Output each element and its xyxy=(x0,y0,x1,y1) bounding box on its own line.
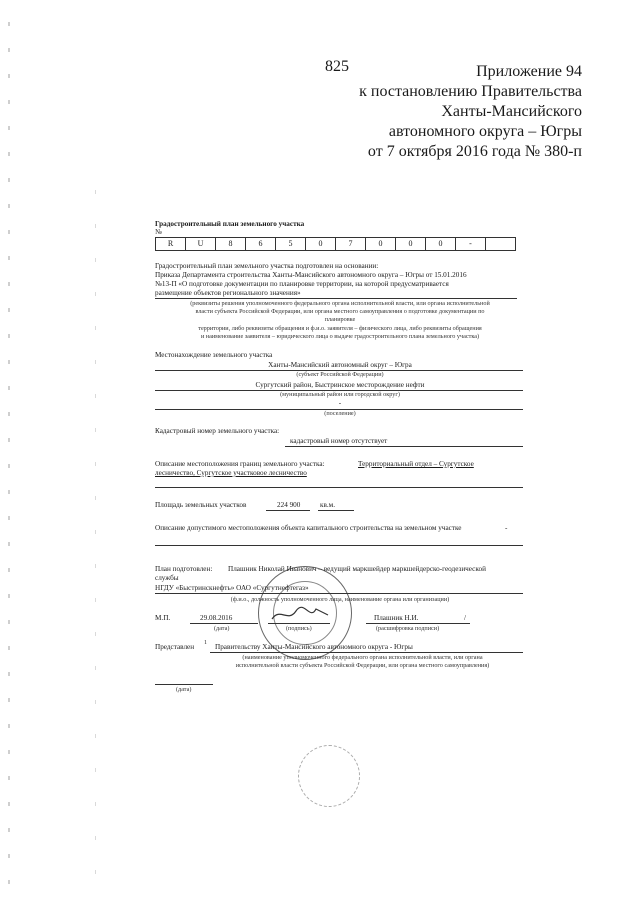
appendix-title: Приложение 94 xyxy=(476,63,582,80)
signer-line xyxy=(366,623,470,624)
appendix-line-3: Ханты-Мансийского xyxy=(441,103,582,120)
plan-number-cell: 0 xyxy=(396,238,426,250)
appendix-line-2: к постановлению Правительства xyxy=(359,83,582,100)
plan-title: Градостроительный план земельного участка xyxy=(155,220,305,228)
signer-note: (расшифровка подписи) xyxy=(376,625,440,632)
location-subject: Ханты-Мансийский автономный округ – Югра xyxy=(268,361,412,369)
area-unit-line xyxy=(318,510,354,511)
prepared-line xyxy=(155,593,523,594)
prepared-date-note: (дата) xyxy=(214,625,230,632)
prepared-value-1: Плашник Николай Иванович – ведущий маркшейдер маркшейдерско-геодезической xyxy=(228,565,486,573)
plan-number-cell: 6 xyxy=(246,238,276,250)
basis-note-4: территории, либо реквизиты обращения и ф.и.о. заявителя – физического лица, либо реквизиты обращения xyxy=(198,325,482,332)
location-settlement: - xyxy=(338,399,342,407)
signer-name-tail: / xyxy=(464,614,466,622)
plan-number-cell: 0 xyxy=(366,238,396,250)
basis-note-5: и наименование заявителя – юридического лица о выдаче градостроительного плана земельного участка) xyxy=(200,333,480,340)
signer-name: Плашник Н.И. xyxy=(374,614,419,622)
stamp-place-label: М.П. xyxy=(155,614,171,622)
basis-note-2: власти субъекта Российской Федерации, или органа местного самоуправления о подготовке документации по xyxy=(195,308,485,315)
plan-number-cell: 0 xyxy=(306,238,336,250)
cadastral-line xyxy=(285,446,523,447)
presented-label: Представлен xyxy=(155,643,195,651)
prepared-value-3: НГДУ «Быстринскнефть» ОАО «Сургутнефтегаз» xyxy=(155,584,309,592)
prepared-label: План подготовлен: xyxy=(155,565,213,573)
capital-label: Описание допустимого местоположения объекта капитального строительства на земельном участке xyxy=(155,524,462,532)
location-district-note: (муниципальный район или городской округ) xyxy=(280,391,400,398)
scan-edge-artifact xyxy=(8,0,10,905)
scan-fold-artifact xyxy=(95,160,96,880)
boundaries-line xyxy=(155,487,523,488)
plan-number-cell: 8 xyxy=(216,238,246,250)
area-value-line xyxy=(266,510,310,511)
cadastral-label: Кадастровый номер земельного участка: xyxy=(155,427,280,435)
basis-text-2: №13-П «О подготовке документации по планировке территории, на которой предусматривается xyxy=(155,280,449,288)
prepared-note: (ф.и.о., должность уполномоченного лица, наименование органа или организации) xyxy=(230,596,450,603)
location-subject-note: (субъект Российской Федерации) xyxy=(296,371,384,378)
area-label: Площадь земельных участков xyxy=(155,501,247,509)
signature-line xyxy=(268,623,330,624)
plan-number-cell: 5 xyxy=(276,238,306,250)
basis-underline xyxy=(155,298,517,299)
area-value: 224 900 xyxy=(277,501,301,509)
appendix-line-4: автономного округа – Югры xyxy=(388,123,582,140)
presented-line xyxy=(210,652,523,653)
plan-number-cell: U xyxy=(186,238,216,250)
basis-note-1: (реквизиты решения уполномоченного федерального органа исполнительной власти, или органа исполнительной xyxy=(190,300,490,307)
faint-stamp-imprint xyxy=(298,745,360,807)
plan-number-cell: 0 xyxy=(426,238,456,250)
boundaries-value-2: лесничество, Сургутское участковое лесничество xyxy=(155,469,307,477)
presented-date-note: (дата) xyxy=(176,686,192,693)
plan-number-cell: R xyxy=(156,238,186,250)
location-label: Местонахождение земельного участка xyxy=(155,351,273,359)
presented-superscript: 1 xyxy=(204,639,208,646)
presented-value: Правительству Ханты-Мансийского автономного округа - Югры xyxy=(215,643,413,651)
appendix-line-5: от 7 октября 2016 года № 380-п xyxy=(367,143,582,160)
basis-note-3: планировке xyxy=(324,316,356,323)
presented-note-1: (наименование уполномоченного федерального органа исполнительной власти, или органа xyxy=(242,654,483,661)
boundaries-value-1: Территориальный отдел – Сургутское xyxy=(358,460,474,468)
plan-number-cell: 7 xyxy=(336,238,366,250)
capital-line xyxy=(155,545,523,546)
plan-number-label: № xyxy=(155,228,162,236)
handwritten-signature xyxy=(270,603,330,625)
prepared-date-line xyxy=(190,623,258,624)
presented-date-line xyxy=(155,684,213,685)
plan-number-grid xyxy=(155,237,516,251)
signature-note: (подпись) xyxy=(286,625,312,632)
presented-note-2: исполнительной власти субъекта Российской Федерации, или органа местного самоуправления) xyxy=(235,662,490,669)
basis-label: Градостроительный план земельного участка подготовлен на основании: xyxy=(155,262,379,270)
area-unit: кв.м. xyxy=(320,501,336,509)
prepared-date: 29.08.2016 xyxy=(200,614,233,622)
location-settlement-note: (поселение) xyxy=(324,410,356,417)
plan-number-cell xyxy=(486,238,515,250)
cadastral-value: кадастровый номер отсутствует xyxy=(290,437,388,445)
page-number: 825 xyxy=(325,58,349,75)
basis-text-3: размещение объектов регионального значения» xyxy=(155,289,301,297)
capital-value: - xyxy=(505,524,508,532)
location-district: Сургутский район, Быстринское месторождение нефти xyxy=(255,381,425,389)
basis-text-1: Приказа Департамента строительства Ханты-Мансийского автономного округа – Югры от 15.01.2016 xyxy=(155,271,467,279)
plan-number-cell: - xyxy=(456,238,486,250)
boundaries-label: Описание местоположения границ земельного участка: xyxy=(155,460,325,468)
prepared-value-2: службы xyxy=(155,574,179,582)
